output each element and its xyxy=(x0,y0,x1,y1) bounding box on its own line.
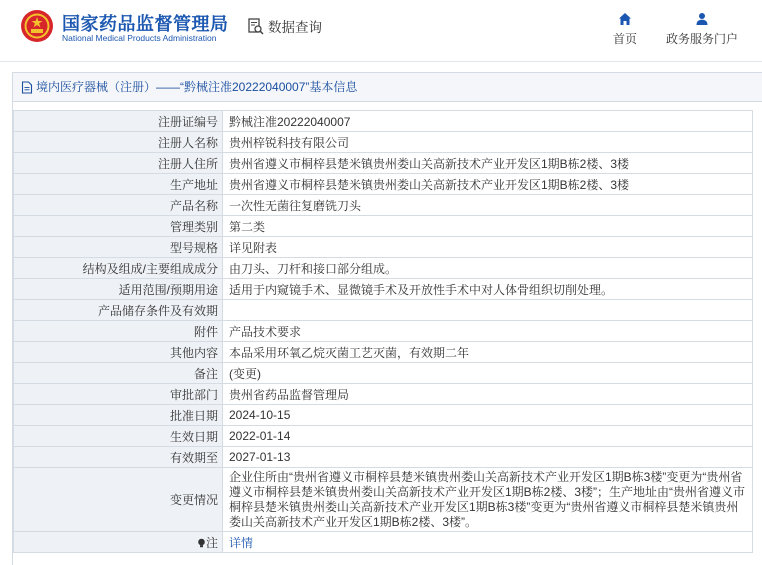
table-row xyxy=(14,447,753,468)
row-label: 生效日期 xyxy=(14,426,223,447)
table-row xyxy=(14,468,753,532)
table-row xyxy=(14,153,753,174)
details-link-cell xyxy=(223,532,753,553)
row-label: 批准日期 xyxy=(14,405,223,426)
table-row xyxy=(14,342,753,363)
data-query-link[interactable] xyxy=(248,16,322,36)
management-class-value: 第二类 xyxy=(223,216,753,237)
row-label: 审批部门 xyxy=(14,384,223,405)
row-label: 管理类别 xyxy=(14,216,223,237)
note-label-cell xyxy=(14,532,223,553)
registrant-name-value: 贵州梓锐科技有限公司 xyxy=(223,132,753,153)
storage-conditions-value xyxy=(223,300,753,321)
table-row xyxy=(14,426,753,447)
table-row xyxy=(14,363,753,384)
row-label: 注册证编号 xyxy=(14,111,223,132)
change-history-value: 企业住所由“贵州省遵义市桐梓县楚米镇贵州娄山关高新技术产业开发区1期B栋3楼”变更为“贵州省遵义市桐梓县楚米镇贵州娄山关高新技术产业开发区1期B栋2楼、3楼”；生产地址由“贵州省遵义市桐梓县楚米镇贵州娄山关高新技术产业开发区1期B栋3楼”变更为“贵州省遵义市桐梓县楚米镇贵州娄山关高新技术产业开发区1期B栋2楼、3楼”。 xyxy=(223,468,753,532)
intended-use-value: 适用于内窥镜手术、显微镜手术及开放性手术中对人体骨组织切削处理。 xyxy=(223,279,753,300)
row-label: 型号规格 xyxy=(14,237,223,258)
nmpa-emblem-logo[interactable] xyxy=(20,9,54,43)
table-row xyxy=(14,216,753,237)
document-icon xyxy=(21,81,33,94)
registrant-address-value: 贵州省遵义市桐梓县楚米镇贵州娄山关高新技术产业开发区1期B栋2楼、3楼 xyxy=(223,153,753,174)
site-title-english: National Medical Products Administration xyxy=(62,33,217,43)
row-label: 有效期至 xyxy=(14,447,223,468)
row-label: 备注 xyxy=(14,363,223,384)
nav-home-label: 首页 xyxy=(612,32,637,46)
product-name-value: 一次性无菌往复磨铣刀头 xyxy=(223,195,753,216)
row-label: 附件 xyxy=(14,321,223,342)
table-row xyxy=(14,237,753,258)
document-search-icon xyxy=(248,18,264,35)
row-label: 注册人住所 xyxy=(14,153,223,174)
row-label: 适用范围/预期用途 xyxy=(14,279,223,300)
table-row xyxy=(14,300,753,321)
table-row xyxy=(14,532,753,553)
table-row xyxy=(14,111,753,132)
nav-service-portal[interactable] xyxy=(660,12,744,47)
effective-date-value: 2022-01-14 xyxy=(223,426,753,447)
nav-home[interactable] xyxy=(605,12,645,47)
site-title: 国家药品监督管理局 xyxy=(62,14,229,34)
data-query-label: 数据查询 xyxy=(268,20,322,35)
table-row xyxy=(14,321,753,342)
other-content-value: 本品采用环氧乙烷灭菌工艺灭菌，有效期二年 xyxy=(223,342,753,363)
panel-header xyxy=(13,73,762,102)
model-spec-value: 详见附表 xyxy=(223,237,753,258)
table-row xyxy=(14,384,753,405)
row-label: 变更情况 xyxy=(14,468,223,532)
remarks-value: (变更) xyxy=(223,363,753,384)
row-label: 产品名称 xyxy=(14,195,223,216)
bulb-icon xyxy=(197,538,206,548)
table-row xyxy=(14,174,753,195)
nav-service-portal-label: 政务服务门户 xyxy=(665,32,738,46)
approval-department-value: 贵州省药品监督管理局 xyxy=(223,384,753,405)
home-icon xyxy=(618,12,632,26)
site-header xyxy=(0,0,762,56)
details-link[interactable]: 详情 xyxy=(229,535,254,550)
table-row xyxy=(14,132,753,153)
row-label: 结构及组成/主要组成成分 xyxy=(14,258,223,279)
registration-info-table xyxy=(13,110,753,553)
table-row xyxy=(14,258,753,279)
approval-date-value: 2024-10-15 xyxy=(223,405,753,426)
production-address-value: 贵州省遵义市桐梓县楚米镇贵州娄山关高新技术产业开发区1期B栋2楼、3楼 xyxy=(223,174,753,195)
registration-number-value: 黔械注准20222040007 xyxy=(223,111,753,132)
structure-composition-value: 由刀头、刀杆和接口部分组成。 xyxy=(223,258,753,279)
table-row xyxy=(14,279,753,300)
row-label: 产品储存条件及有效期 xyxy=(14,300,223,321)
header-divider xyxy=(0,61,762,62)
table-row xyxy=(14,195,753,216)
attachment-value: 产品技术要求 xyxy=(223,321,753,342)
row-label: 注册人名称 xyxy=(14,132,223,153)
note-label: 注 xyxy=(205,535,218,550)
user-icon xyxy=(695,12,709,26)
panel-title: 境内医疗器械（注册）——“黔械注准20222040007”基本信息 xyxy=(36,80,358,94)
row-label: 生产地址 xyxy=(14,174,223,195)
row-label: 其他内容 xyxy=(14,342,223,363)
expiry-date-value: 2027-01-13 xyxy=(223,447,753,468)
table-row xyxy=(14,405,753,426)
